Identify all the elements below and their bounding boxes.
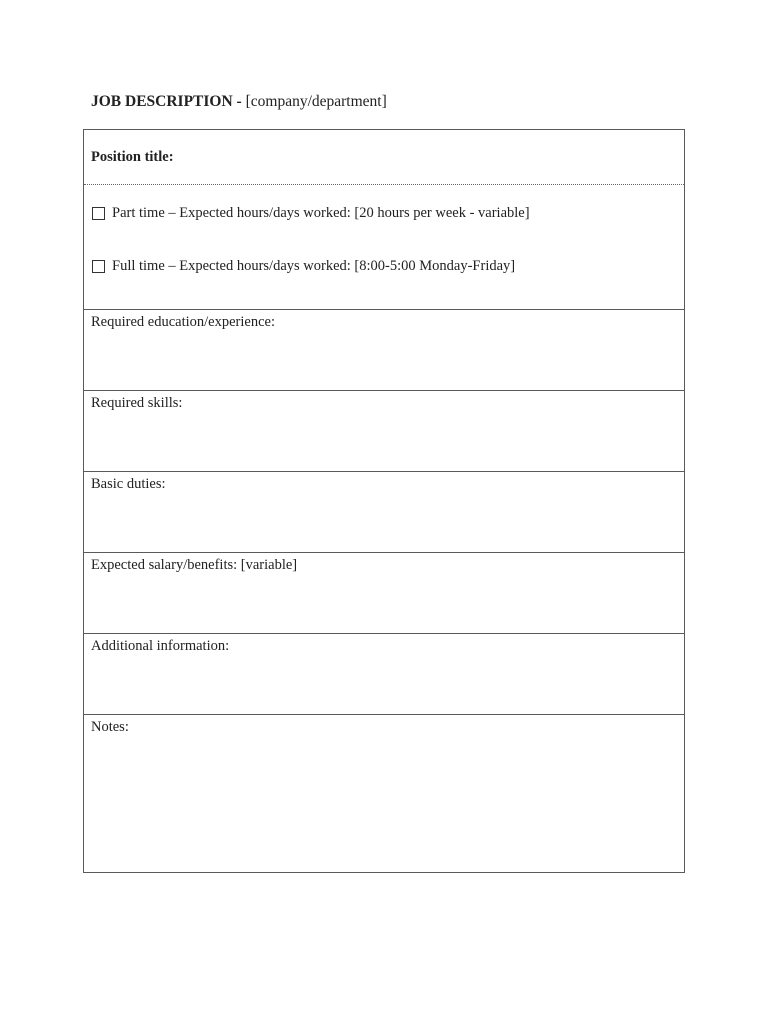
part-time-checkbox[interactable] [92,207,105,220]
notes-label: Notes: [91,719,129,735]
document-title-bold: JOB DESCRIPTION - [91,93,242,110]
part-time-option[interactable] [92,204,530,222]
position-title-row[interactable] [84,130,684,185]
full-time-label: Full time – Expected hours/days worked: [8:00-5:00 Monday-Friday] [112,258,516,274]
full-time-option[interactable] [92,257,515,275]
job-description-form [83,129,685,873]
education-label: Required education/experience: [91,314,275,330]
salary-row[interactable] [84,553,684,634]
skills-row[interactable] [84,391,684,472]
additional-info-row[interactable] [84,634,684,715]
skills-label: Required skills: [91,395,183,411]
salary-label: Expected salary/benefits: [variable] [91,557,298,573]
duties-label: Basic duties: [91,476,166,492]
notes-row[interactable] [84,715,684,872]
hours-row [84,185,684,310]
position-title-label: Position title: [91,149,174,165]
education-row[interactable] [84,310,684,391]
additional-info-label: Additional information: [91,638,230,654]
part-time-label: Part time – Expected hours/days worked: [20 hours per week - variable] [112,205,530,221]
full-time-checkbox[interactable] [92,260,105,273]
document-title [91,92,387,112]
document-title-company: [company/department] [245,93,387,110]
duties-row[interactable] [84,472,684,553]
